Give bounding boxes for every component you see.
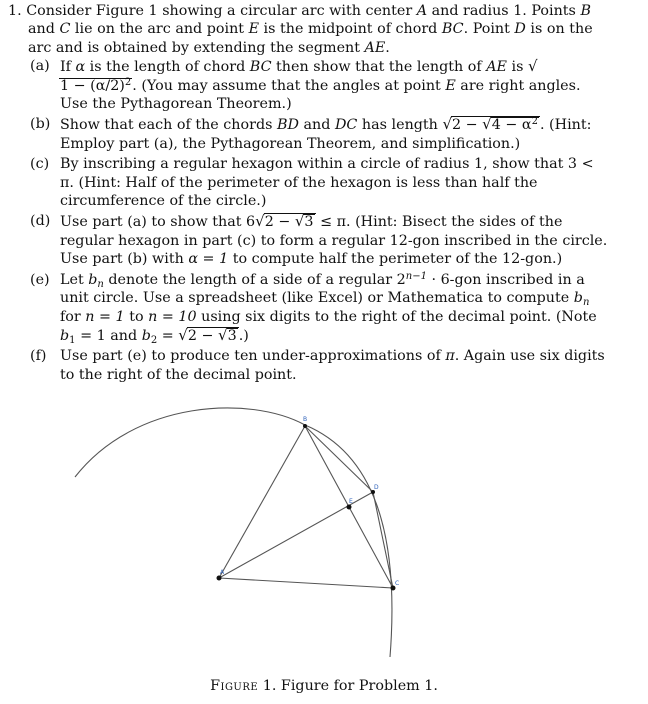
sqrt-sign: √ (528, 57, 538, 76)
radicand-inner: $4 - \alpha^2$ (491, 116, 538, 134)
label-B: B (303, 416, 308, 423)
sqrt-sign: √ (255, 212, 265, 231)
radicand-inner: 3 (227, 327, 237, 344)
part-e-label: (e) (30, 271, 50, 288)
label-D: D (374, 484, 379, 491)
problem-intro: 1. Consider Figure 1 showing a circular arc with center A and radius 1. Points B and C lie on the arc and point E is the midpoint of chord BC. Point D is on the arc and is obtained by extending the segment AE. (8, 3, 593, 56)
segment-AB (219, 426, 305, 578)
part-b: (b) Show that each of the chords BD and DC has length $√2 - √4 - \alpha^2$ . (Hint: Employ part (a), the Pythagorean Theorem, and simplification.) (30, 115, 592, 152)
geometry-diagram (0, 395, 648, 675)
part-d: (d) Use part (a) to show that 6√2 − √3 ≤ π. (Hint: Bisect the sides of the regular hexagon in part (c) to form a regular 12-gon inscribed in the circle. Use part (b) with α = 1 to compute half the perimeter of the 12-gon.) (30, 212, 608, 268)
part-f: (f) Use part (e) to produce ten under-approximations of π. Again use six digits to the right of the decimal point. (30, 348, 605, 383)
label-A: A (220, 569, 225, 576)
problem-number: 1. (8, 3, 22, 19)
problem-parts (8, 57, 608, 384)
radicand-outer: 2 − √3 (264, 212, 314, 231)
part-f-label: (f) (30, 348, 47, 365)
segment-AC (219, 578, 393, 588)
sqrt-sign: √ (442, 115, 452, 134)
part-b-label: (b) (30, 116, 51, 133)
point-E (347, 505, 352, 510)
chord-BD (305, 426, 373, 492)
label-C: C (395, 580, 400, 587)
part-c: (c) By inscribing a regular hexagon within a circle of radius 1, show that 3 < π. (Hint: Half of the perimeter of the hexagon is less than half the circumference of the circle.) (30, 156, 594, 210)
circular-arc (75, 408, 392, 657)
label-E: E (349, 498, 353, 505)
point-B (303, 424, 307, 428)
part-e: (e) Let $b_n$ denote the length of a side of a regular $2^{n-1} \cdot 6-gon$ inscribed in a unit circle. Use a spreadsheet (like Excel) or Mathematica to compute $b_n$ for n = 1 to n = 10 using six digits to the right of the decimal point. (Note $b_1 = 1$ and $b_2 = √2 - √3$ .) (30, 270, 597, 346)
figure-1 (0, 395, 648, 675)
part-a: (a) If α is the length of chord BC then show that the length of AE is $√1 - (\alpha/2)^2$. (You may assume that the angles at point E are right angles. Use the Pythagorean Theorem.) (30, 57, 581, 113)
radicand-outer: $2 - √4 - \alpha^2$ (452, 115, 538, 134)
sqrt-sign-inner: √ (218, 325, 228, 344)
sqrt-sign-inner: √ (482, 115, 492, 134)
point-A (217, 576, 222, 581)
part-a-label: (a) (30, 58, 50, 75)
radicand-outer: 2 − √3 (187, 325, 237, 344)
radicand-inner: 3 (304, 214, 314, 231)
sqrt-sign: √ (178, 325, 188, 344)
figure-caption: Figure 1. Figure for Problem 1. (210, 678, 438, 694)
chord-DC (373, 492, 393, 588)
problem-1 (8, 2, 608, 386)
part-c-label: (c) (30, 156, 50, 173)
part-d-label: (d) (30, 213, 51, 230)
sqrt-sign-inner: √ (294, 212, 305, 231)
radicand: $1 - (\alpha/2)^2$ (60, 76, 132, 94)
